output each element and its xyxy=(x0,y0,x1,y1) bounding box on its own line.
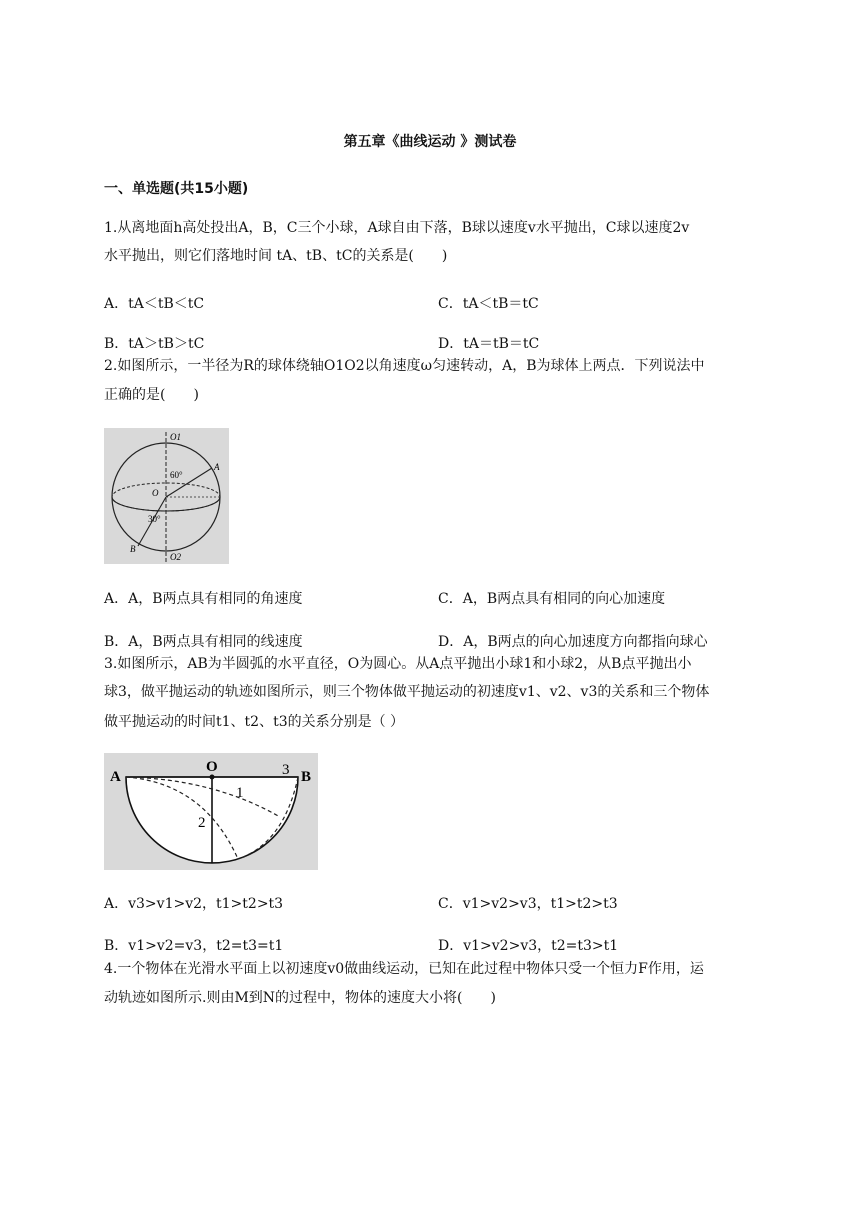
label-3: 3 xyxy=(282,762,290,778)
q1-option-d: D．tA＝tB＝tC xyxy=(438,336,540,352)
label-a: A xyxy=(110,769,121,785)
q2-option-b: B．A，B两点具有相同的线速度 xyxy=(104,634,303,650)
semicircle-figure xyxy=(104,753,318,870)
label-30deg: 30° xyxy=(148,514,161,524)
label-o2: O2 xyxy=(170,552,181,562)
q2-stem-line1: 2.如图所示，一半径为R的球体绕轴O1O2以角速度ω匀速转动，A，B为球体上两点．下列说法中 xyxy=(104,358,705,374)
sphere-diagram xyxy=(104,428,229,564)
page-title: 第五章《曲线运动 》测试卷 xyxy=(343,134,517,150)
label-b: B xyxy=(301,769,312,785)
q3-stem-line1: 3.如图所示，AB为半圆弧的水平直径，O为圆心。从A点平抛出小球1和小球2，从B点平抛出小 xyxy=(104,656,692,672)
label-1: 1 xyxy=(236,785,244,801)
q1-option-b: B．tA＞tB＞tC xyxy=(104,336,205,352)
q1-stem-line1: 1.从离地面h高处投出A，B，C三个小球，A球自由下落，B球以速度v水平抛出，C球以速度2v xyxy=(104,220,690,236)
q3-option-b: B．v1>v2=v3，t2=t3=t1 xyxy=(104,938,284,954)
label-60deg: 60° xyxy=(170,470,183,480)
label-o: O xyxy=(206,759,218,775)
label-a: A xyxy=(214,462,220,472)
q1-stem-line2: 水平抛出，则它们落地时间 tA、tB、tC的关系是( ) xyxy=(104,248,448,264)
q2-option-d: D．A，B两点的向心加速度方向都指向球心 xyxy=(438,634,708,650)
sphere-figure xyxy=(104,428,229,564)
label-b: B xyxy=(130,544,136,554)
q3-option-d: D．v1>v2>v3，t2=t3>t1 xyxy=(438,938,619,954)
section-heading: 一、单选题(共15小题) xyxy=(104,181,249,197)
q3-stem-line2: 球3，做平抛运动的轨迹如图所示，则三个物体做平抛运动的初速度v1、v2、v3的关系和三个物体 xyxy=(104,684,710,700)
q1-option-c: C．tA＜tB＝tC xyxy=(438,296,539,312)
label-2: 2 xyxy=(198,815,206,831)
q4-stem-line1: 4.一个物体在光滑水平面上以初速度v0做曲线运动，已知在此过程中物体只受一个恒力F作用，运 xyxy=(104,961,704,977)
q2-option-a: A．A，B两点具有相同的角速度 xyxy=(104,591,303,607)
q3-option-c: C．v1>v2>v3，t1>t2>t3 xyxy=(438,896,618,912)
q3-option-a: A．v3>v1>v2，t1>t2>t3 xyxy=(104,896,284,912)
label-o: O xyxy=(152,488,159,498)
q4-stem-line2: 动轨迹如图所示.则由M到N的过程中，物体的速度大小将( ) xyxy=(104,990,496,1006)
q2-stem-line2: 正确的是( ) xyxy=(104,387,199,403)
q1-option-a: A．tA＜tB＜tC xyxy=(104,296,205,312)
q2-option-c: C．A，B两点具有相同的向心加速度 xyxy=(438,591,666,607)
label-o1: O1 xyxy=(170,432,181,442)
q3-stem-line3: 做平抛运动的时间t1、t2、t3的关系分别是（ ） xyxy=(104,714,405,730)
semicircle-diagram xyxy=(104,753,318,870)
